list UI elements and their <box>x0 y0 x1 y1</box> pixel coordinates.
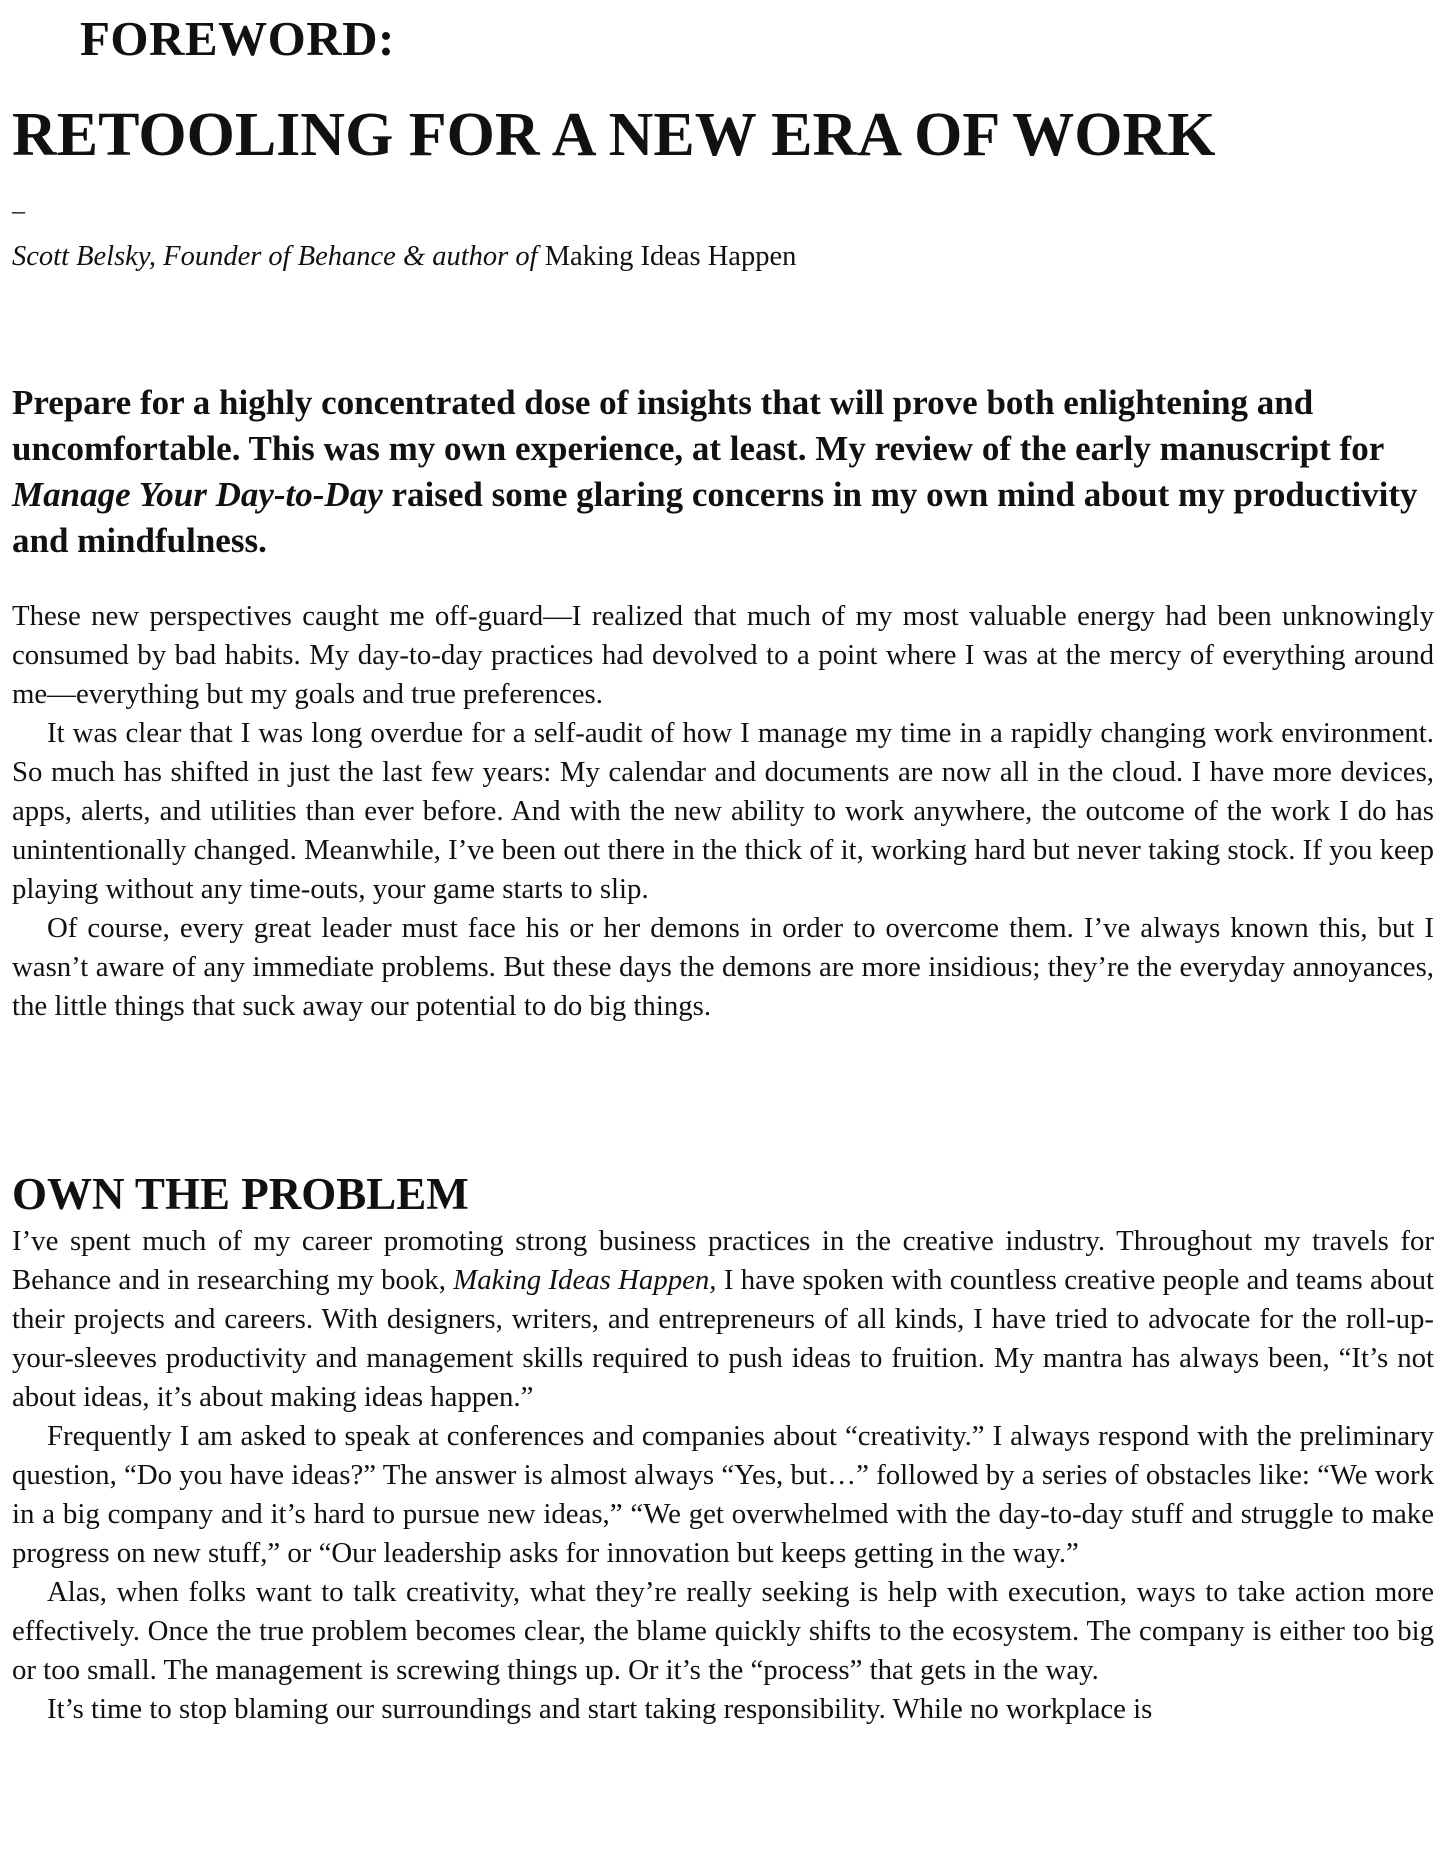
lead-book-title: Manage Your Day-to-Day <box>12 475 383 514</box>
lead-text-part2: raised some glaring concerns in my own mind about my productivity and mindfulness. <box>12 475 1418 560</box>
section-p1-part2: I have spoken with countless creative people and teams about their projects and careers. With designers, writers, and entrepreneurs of all kinds, I have tried to advocate for the roll-up-your-sleeves productivity and management skills required to push ideas to fruition. My mantra has always been, “It’s not about ideas, it’s about making ideas happen.” <box>12 1264 1434 1413</box>
intro-section <box>12 597 1434 1026</box>
section-heading: OWN THE PROBLEM <box>12 1169 469 1219</box>
byline-dash: – <box>12 196 25 225</box>
section-paragraph-2: Frequently I am asked to speak at conferences and companies about “creativity.” I always respond with the preliminary question, “Do you have ideas?” The answer is almost always “Yes, but…” followed by a series of obstacles like: “We work in a big company and it’s hard to pursue new ideas,” “We get overwhelmed with the day-to-day stuff and struggle to make progress on new stuff,” or “Our leadership asks for innovation but keeps getting in the way.” <box>12 1420 1434 1569</box>
byline <box>12 243 796 272</box>
section-paragraph-4: It’s time to stop blaming our surroundings and start taking responsibility. While no workplace is <box>47 1693 1153 1725</box>
chapter-title: RETOOLING FOR A NEW ERA OF WORK <box>12 101 1216 169</box>
lead-text-part1: Prepare for a highly concentrated dose of insights that will prove both enlightening and uncomfortable. This was my own experience, at least. My review of the early manuscript for <box>12 383 1384 468</box>
lead-paragraph <box>12 380 1434 564</box>
byline-author: Scott Belsky, Founder of Behance & author of <box>12 241 545 272</box>
foreword-label: FOREWORD: <box>80 11 395 66</box>
byline-book-title: Making Ideas Happen <box>544 241 797 272</box>
section-paragraph-3: Alas, when folks want to talk creativity, what they’re really seeking is help with execution, ways to take action more effectively. Once the true problem becomes clear, the blame quickly shifts to the ecosystem. The company is either too big or too small. The management is screwing things up. Or it’s the “process” that gets in the way. <box>12 1576 1434 1686</box>
section-paragraph-1 <box>12 1222 1434 1417</box>
intro-paragraph-3: Of course, every great leader must face his or her demons in order to overcome them. I’ve always known this, but I wasn’t aware of any immediate problems. But these days the demons are more insidious; they’re the everyday annoyances, the little things that suck away our potential to do big things. <box>12 912 1434 1022</box>
section-p1-part1: I’ve spent much of my career promoting strong business practices in the creative industry. Throughout my travels for Behance and in researching my book, <box>12 1225 1434 1296</box>
section-p1-book-title: Making Ideas Happen, <box>453 1264 717 1296</box>
own-the-problem-section <box>12 1222 1434 1729</box>
intro-paragraph-2: It was clear that I was long overdue for a self-audit of how I manage my time in a rapidly changing work environment. So much has shifted in just the last few years: My calendar and documents are now all in the cloud. I have more devices, apps, alerts, and utilities than ever before. And with the new ability to work anywhere, the outcome of the work I do has unintentionally changed. Meanwhile, I’ve been out there in the thick of it, working hard but never taking stock. If you keep playing without any time-outs, your game starts to slip. <box>12 717 1434 905</box>
intro-paragraph-1: These new perspectives caught me off-guard—I realized that much of my most valuable energy had been unknowingly consumed by bad habits. My day-to-day practices had devolved to a point where I was at the mercy of everything around me—everything but my goals and true preferences. <box>12 600 1434 710</box>
